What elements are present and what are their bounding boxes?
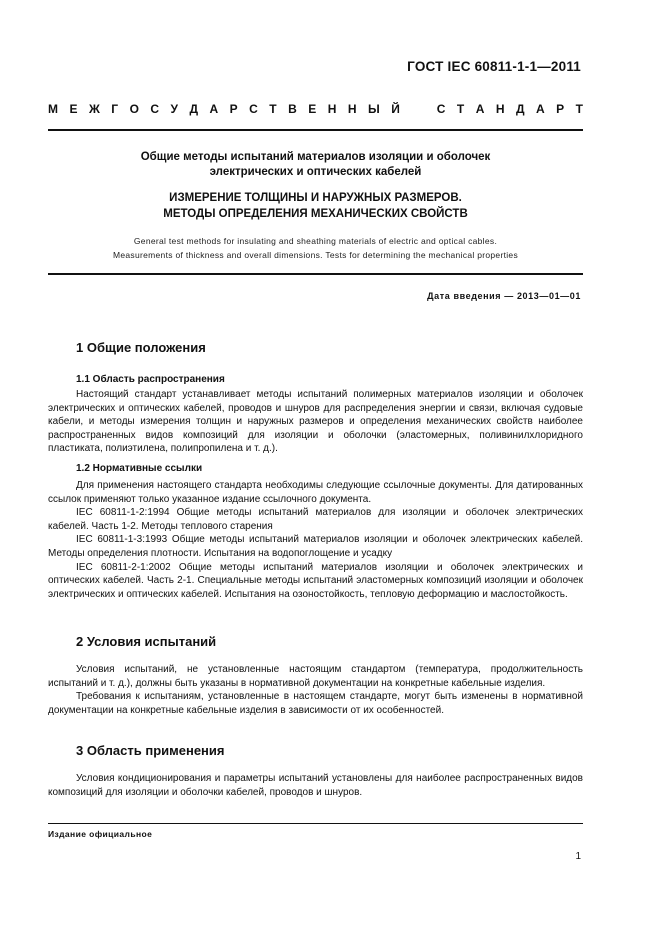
heading-letter: Д xyxy=(189,102,199,116)
interstate-standard-heading xyxy=(48,102,583,120)
official-edition-label: Издание официальное xyxy=(48,829,153,839)
heading-letter: М xyxy=(48,102,58,116)
heading-letter: Н xyxy=(495,102,505,116)
title-line: Measurements of thickness and overall dimensions. Tests for determining the mechanical properties xyxy=(112,250,519,260)
heading-letter: С xyxy=(150,102,160,116)
standard-number: ГОСТ IEC 60811-1-1—2011 xyxy=(407,59,581,74)
page-number: 1 xyxy=(575,851,581,862)
title-divider xyxy=(48,273,583,275)
heading-letter: А xyxy=(475,102,485,116)
title-line: ИЗМЕРЕНИЕ ТОЛЩИНЫ И НАРУЖНЫХ РАЗМЕРОВ. xyxy=(169,192,462,204)
paragraph: Для применения настоящего стандарта необходимы следующие ссылочные документы. Для датированных ссылок применяют только указанное издание ссылочного документа. xyxy=(48,480,583,505)
section-heading: 1 Общие положения xyxy=(76,340,206,355)
title-main xyxy=(48,190,583,222)
heading-letter: Е xyxy=(308,102,317,116)
heading-letter: Ы xyxy=(367,102,380,116)
heading-letter: Т xyxy=(269,102,277,116)
reference-item: IEC 60811-2-1:2002 Общие методы испытаний материалов изоляции и оболочек электрических и оптических кабелей. Часть 2-1. Специальные методы испытаний эластомерных композиций изоляции и оболочек электрических и оптических кабелей. Испытания на озоностойкость, тепловую деформацию и маслостойкость. xyxy=(48,561,583,600)
heading-letter: О xyxy=(129,102,139,116)
section-heading: 3 Область применения xyxy=(76,743,225,758)
section-body xyxy=(48,479,583,601)
title-line: МЕТОДЫ ОПРЕДЕЛЕНИЯ МЕХАНИЧЕСКИХ СВОЙСТВ xyxy=(163,208,468,220)
word-gap xyxy=(411,102,425,120)
top-divider xyxy=(48,129,583,131)
section-body xyxy=(48,772,583,799)
section-heading: 2 Условия испытаний xyxy=(76,634,217,649)
introduction-date: Дата введения — 2013—01—01 xyxy=(427,291,581,301)
title-line: электрических и оптических кабелей xyxy=(209,166,422,178)
heading-letter: А xyxy=(536,102,545,116)
title-russian xyxy=(48,150,583,180)
heading-letter: С xyxy=(249,102,258,116)
heading-letter: А xyxy=(209,102,219,116)
heading-letter: Е xyxy=(69,102,78,116)
heading-letter: Н xyxy=(327,102,337,116)
heading-letter: Ж xyxy=(88,102,100,116)
heading-letter: Й xyxy=(391,102,400,116)
title-english xyxy=(48,234,583,262)
heading-letter: Р xyxy=(229,102,238,116)
reference-item: IEC 60811-1-2:1994 Общие методы испытаний материалов для изоляции и оболочек электрических кабелей. Часть 1-2. Методы теплового старения xyxy=(48,507,583,532)
subsection-heading: 1.2 Нормативные ссылки xyxy=(76,463,203,474)
subsection-heading: 1.1 Область распространения xyxy=(76,374,225,385)
heading-letter: В xyxy=(288,102,297,116)
paragraph: Требования к испытаниям, установленные в настоящем стандарте, могут быть изменены в нормативной документации на конкретные кабельные изделия в зависимости от их особенностей. xyxy=(48,691,583,716)
heading-letter: Д xyxy=(515,102,525,116)
section-body xyxy=(48,663,583,717)
heading-letter: Т xyxy=(456,102,465,116)
paragraph: Настоящий стандарт устанавливает методы испытаний полимерных материалов изоляции и оболочек электрических и оптических кабелей, проводов и шнуров для распределения энергии и связи, включая судовые кабели, и методы измерения толщин и наружных размеров и определения механических свойств наиболее распространенных видов композиций для изоляции и оболочки (эластомерных, поливинилхлоридного пластиката, полиэтилена, полипропилена и т. д.). xyxy=(48,389,583,455)
reference-item: IEC 60811-1-3:1993 Общие методы испытаний материалов изоляции и оболочек электрических кабелей. Методы определения плотности. Испытания на водопоглощение и усадку xyxy=(48,534,583,559)
heading-letter: Г xyxy=(111,102,119,116)
heading-letter: С xyxy=(436,102,446,116)
footer-divider xyxy=(48,823,583,824)
title-line: Общие методы испытаний материалов изоляции и оболочек xyxy=(140,151,491,163)
paragraph: Условия испытаний, не установленные настоящим стандартом (температура, продолжительность испытаний и т. д.), должны быть указаны в нормативной документации на конкретные кабельные изделия. xyxy=(48,664,583,689)
heading-letter: У xyxy=(170,102,178,116)
heading-letter: Р xyxy=(556,102,565,116)
heading-letter: Т xyxy=(575,102,583,116)
heading-letter: Н xyxy=(347,102,357,116)
title-line: General test methods for insulating and sheathing materials of electric and optical cables. xyxy=(133,236,498,246)
paragraph: Условия кондиционирования и параметры испытаний установлены для наиболее распространенных видов композиций для изоляции и оболочки кабелей, проводов и шнуров. xyxy=(48,773,583,798)
section-body xyxy=(48,388,583,456)
